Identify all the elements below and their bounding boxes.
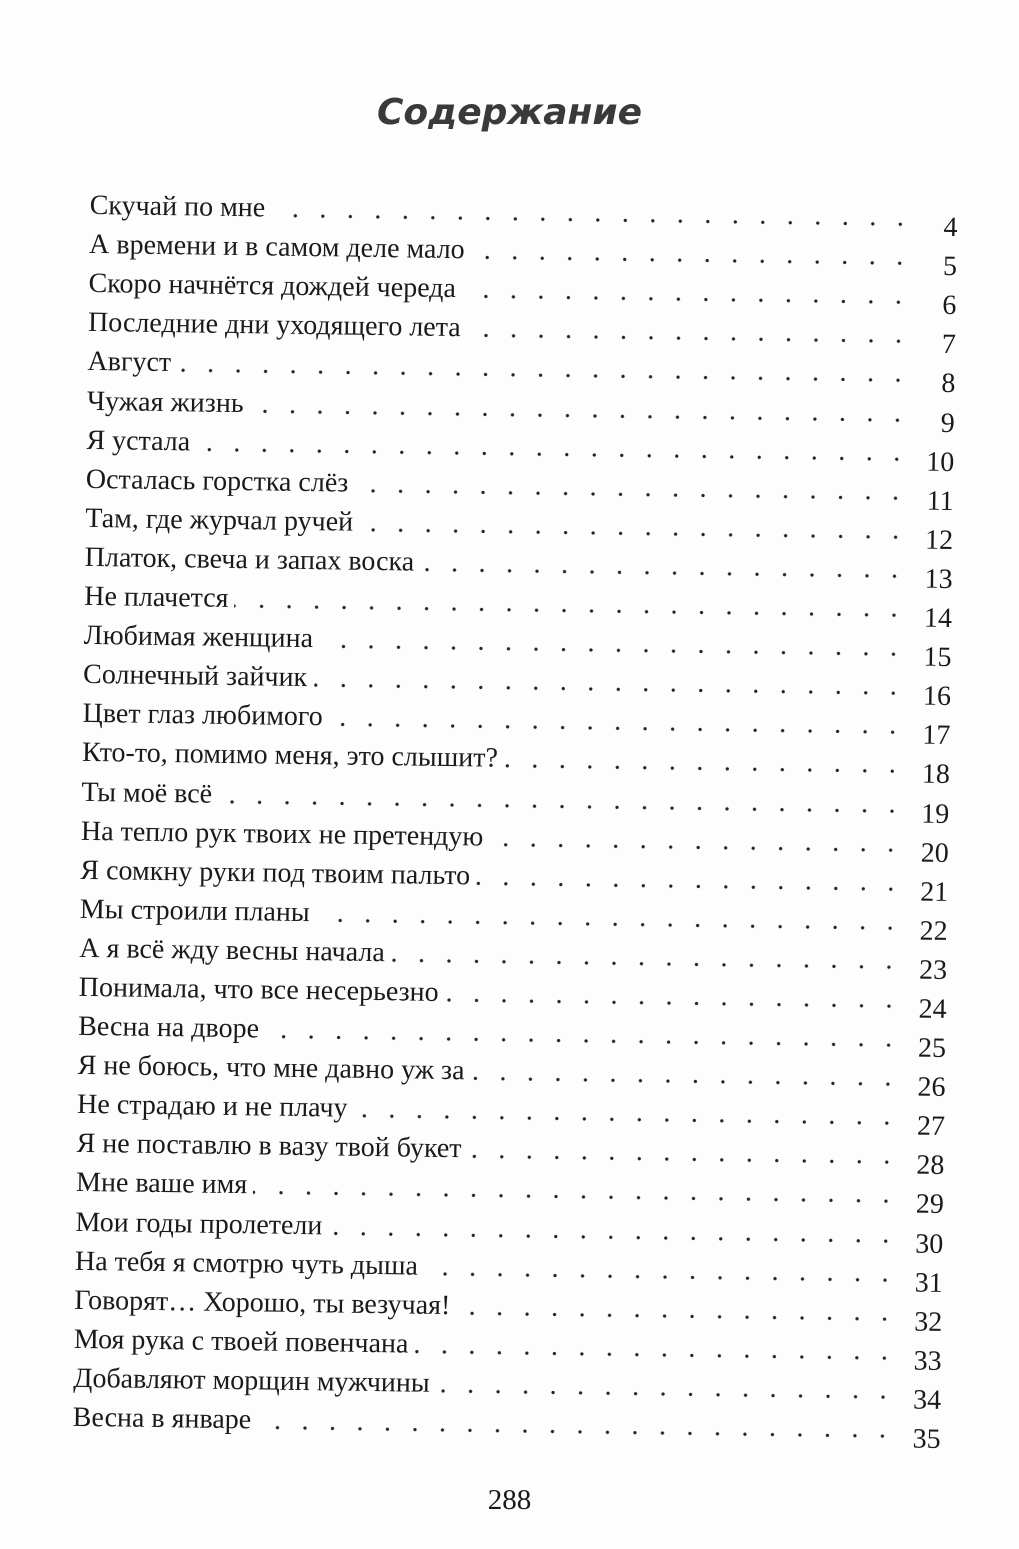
- dot-leader: [257, 1424, 897, 1439]
- entry-page: 6: [942, 290, 957, 322]
- entry-title: Говорят… Хорошо, ты везучая!: [74, 1284, 451, 1321]
- entry-title: Цвет глаз любимого: [82, 698, 323, 733]
- entry-page: 14: [923, 602, 953, 635]
- dot-leader: [476, 880, 904, 892]
- dot-leader: [436, 1388, 898, 1400]
- entry-page: 20: [920, 837, 949, 869]
- entry-title: Ты моё всё: [81, 776, 213, 810]
- entry-title: Скучай по мне: [89, 190, 266, 224]
- entry-page: 18: [921, 759, 951, 791]
- entry-title: Я не поставлю в вазу твой букет: [76, 1128, 462, 1165]
- entry-page: 9: [940, 407, 955, 439]
- entry-page: 24: [918, 993, 947, 1025]
- entry-title: Я не боюсь, что мне давно уж за: [77, 1050, 465, 1087]
- entry-page: 33: [913, 1345, 942, 1377]
- entry-page: 22: [919, 915, 948, 947]
- entry-page: 21: [919, 876, 949, 908]
- dot-leader: [424, 1270, 899, 1283]
- entry-title: Мои годы пролетели: [75, 1206, 323, 1241]
- entry-title: Я устала: [86, 424, 191, 458]
- entry-page: 28: [916, 1149, 945, 1182]
- page-number: 288: [487, 1484, 532, 1516]
- page-title: Содержание: [376, 92, 643, 133]
- entry-page: 34: [912, 1384, 942, 1416]
- entry-title: Понимала, что все несерьезно: [78, 971, 439, 1008]
- entry-title: Кто-то, помимо меня, это слышит?: [81, 737, 499, 775]
- dot-leader: [467, 333, 912, 345]
- entry-title: Не страдаю и не плачу: [76, 1089, 348, 1124]
- entry-page: 15: [923, 641, 952, 674]
- entry-title: Осталась горстка слёз: [85, 463, 349, 499]
- entry-title: Любимая женщина: [83, 620, 314, 655]
- dot-leader: [462, 293, 913, 305]
- entry-page: 32: [913, 1306, 943, 1338]
- entry-page: 4: [943, 211, 958, 244]
- entry-title: Мне ваше имя: [75, 1167, 248, 1201]
- dot-leader: [489, 841, 905, 853]
- entry-page: 5: [942, 251, 958, 283]
- entry-page: 19: [921, 798, 950, 830]
- entry-title: Я сомкну руки под твоим пальто: [80, 854, 471, 892]
- entry-page: 25: [917, 1032, 947, 1065]
- entry-page: 17: [922, 719, 951, 752]
- entry-title: Платок, свеча и запах воска: [84, 541, 415, 578]
- entry-title: Моя рука с твоей повенчана: [73, 1323, 409, 1360]
- entry-page: 30: [915, 1228, 944, 1260]
- entry-page: 11: [926, 485, 954, 517]
- dot-leader: [504, 763, 906, 775]
- dot-leader: [471, 254, 913, 266]
- entry-page: 8: [941, 368, 956, 400]
- entry-page: 16: [922, 680, 952, 713]
- entry-title: Август: [87, 346, 172, 379]
- entry-page: 35: [912, 1423, 941, 1455]
- dot-leader: [456, 1310, 898, 1322]
- entry-title: А времени и в самом деле мало: [88, 229, 465, 266]
- entry-title: На тебя я смотрю чуть дыша: [74, 1245, 419, 1282]
- entry-title: А я всё жду весны начала: [79, 932, 385, 969]
- entry-title: Добавляют морщин мужчины: [73, 1362, 430, 1399]
- entry-page: 27: [916, 1110, 946, 1143]
- entry-title: Весна на дворе: [78, 1010, 260, 1045]
- entry-title: Последние дни уходящего лета: [87, 307, 461, 344]
- dot-leader: [467, 1154, 900, 1166]
- entry-title: Мы строили планы: [79, 893, 310, 928]
- entry-page: 31: [914, 1267, 943, 1299]
- entry-page: 10: [925, 446, 955, 478]
- table-of-contents: [72, 182, 958, 1455]
- entry-title: Скоро начнётся дождей череда: [88, 268, 457, 305]
- dot-leader: [470, 1075, 901, 1087]
- entry-page: 13: [924, 563, 953, 595]
- dot-leader: [445, 997, 903, 1009]
- dot-leader: [420, 567, 909, 580]
- entry-page: 23: [918, 954, 948, 986]
- dot-leader: [414, 1348, 897, 1361]
- entry-title: Там, где журчал ручей: [85, 502, 354, 538]
- entry-title: Не плачется: [84, 580, 229, 614]
- entry-title: Солнечный зайчик: [82, 659, 308, 694]
- entry-page: 26: [917, 1071, 946, 1104]
- entry-title: Весна в январе: [72, 1401, 252, 1436]
- entry-page: 7: [941, 329, 957, 361]
- entry-page: 12: [924, 524, 954, 556]
- entry-page: 29: [915, 1189, 945, 1221]
- entry-title: Чужая жизнь: [86, 385, 244, 419]
- entry-title: На тепло рук твоих не претендую: [80, 815, 484, 853]
